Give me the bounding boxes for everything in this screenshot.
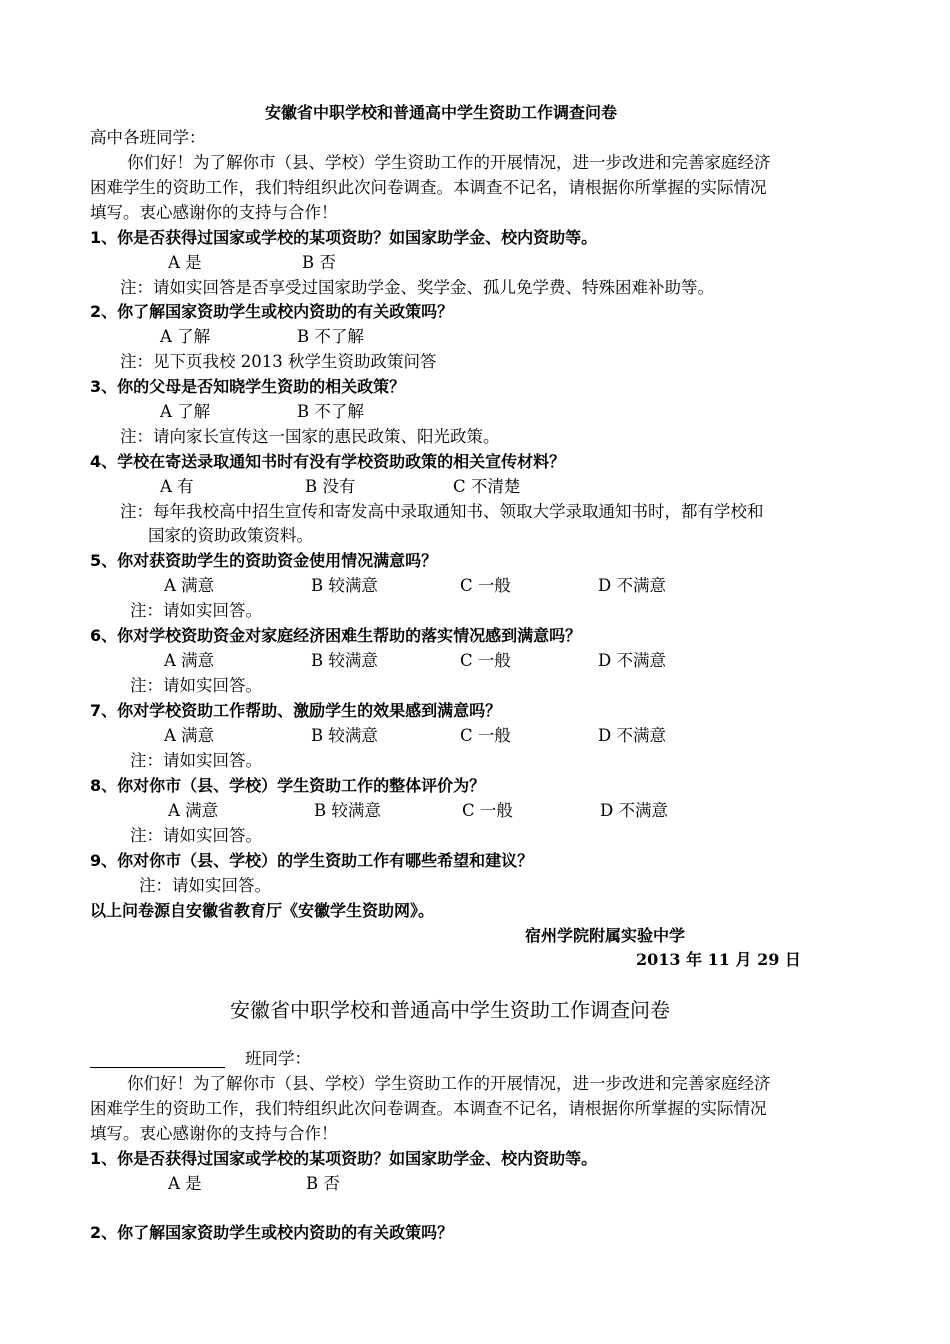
question-3: 3、你的父母是否知晓学生资助的相关政策？ <box>90 377 406 396</box>
option-a: A 是 <box>168 253 202 272</box>
question-8: 8、你对你市（县、学校）学生资助工作的整体评价为？ <box>90 776 486 795</box>
note: 注：请如实回答。 <box>130 826 262 845</box>
option-b: B 较满意 <box>311 651 378 670</box>
note: 注：请如实回答。 <box>130 676 262 695</box>
form-question-2: 2、你了解国家资助学生或校内资助的有关政策吗？ <box>90 1223 454 1242</box>
option-d: D 不满意 <box>598 576 666 595</box>
note: 注：请如实回答。 <box>130 601 262 620</box>
option-c: C 一般 <box>462 801 513 820</box>
option-a: A 有 <box>160 477 194 496</box>
note: 注：请如实回答。 <box>130 751 262 770</box>
option-a: A 满意 <box>164 651 215 670</box>
note: 注：见下页我校 2013 秋学生资助政策问答 <box>120 352 437 371</box>
option-b: B 较满意 <box>311 726 378 745</box>
option-b: B 较满意 <box>314 801 381 820</box>
question-7: 7、你对学校资助工作帮助、激励学生的效果感到满意吗？ <box>90 701 502 720</box>
note: 注：每年我校高中招生宣传和寄发高中录取通知书、领取大学录取通知书时，都有学校和 <box>120 502 764 521</box>
question-2: 2、你了解国家资助学生或校内资助的有关政策吗？ <box>90 302 454 321</box>
option-b: B 没有 <box>305 477 356 496</box>
intro-line: 填写。衷心感谢你的支持与合作！ <box>90 1124 338 1143</box>
source-line: 以上问卷源自安徽省教育厅《安徽学生资助网》。 <box>90 901 435 920</box>
form-title: 安徽省中职学校和普通高中学生资助工作调查问卷 <box>230 998 670 1022</box>
intro-line: 你们好！为了解你市（县、学校）学生资助工作的开展情况，进一步改进和完善家庭经济 <box>127 153 771 172</box>
question-5: 5、你对获资助学生的资助资金使用情况满意吗？ <box>90 551 438 570</box>
class-suffix: 班同学： <box>245 1049 311 1068</box>
option-a: A 了解 <box>160 327 211 346</box>
form-question-1: 1、你是否获得过国家或学校的某项资助？如国家助学金、校内资助等。 <box>90 1149 598 1168</box>
option-a: A 满意 <box>164 576 215 595</box>
option-b: B 否 <box>306 1174 340 1193</box>
class-blank-line[interactable] <box>90 1066 225 1068</box>
option-c: C 不清楚 <box>453 477 521 496</box>
option-b: B 不了解 <box>297 402 364 421</box>
option-b: B 不了解 <box>297 327 364 346</box>
question-4: 4、学校在寄送录取通知书时有没有学校资助政策的相关宣传材料？ <box>90 452 566 471</box>
note: 注：请如实回答。 <box>139 876 271 895</box>
intro-line: 困难学生的资助工作，我们特组织此次问卷调查。本调查不记名，请根据你所掌握的实际情况 <box>90 178 767 197</box>
option-c: C 一般 <box>460 651 511 670</box>
date: 2013 年 11 月 29 日 <box>636 950 801 969</box>
option-a: A 满意 <box>168 801 219 820</box>
note: 国家的资助政策资料。 <box>148 526 313 545</box>
question-6: 6、你对学校资助资金对家庭经济困难生帮助的落实情况感到满意吗？ <box>90 626 582 645</box>
option-c: C 一般 <box>460 726 511 745</box>
option-a: A 了解 <box>160 402 211 421</box>
doc-title: 安徽省中职学校和普通高中学生资助工作调查问卷 <box>265 103 618 122</box>
option-d: D 不满意 <box>598 651 666 670</box>
intro-line: 你们好！为了解你市（县、学校）学生资助工作的开展情况，进一步改进和完善家庭经济 <box>127 1074 771 1093</box>
note: 注：请如实回答是否享受过国家助学金、奖学金、孤儿免学费、特殊困难补助等。 <box>120 278 714 297</box>
option-b: B 较满意 <box>311 576 378 595</box>
option-b: B 否 <box>302 253 336 272</box>
note: 注：请向家长宣传这一国家的惠民政策、阳光政策。 <box>120 427 500 446</box>
greeting: 高中各班同学： <box>90 128 206 147</box>
question-1: 1、你是否获得过国家或学校的某项资助？如国家助学金、校内资助等。 <box>90 228 598 247</box>
option-c: C 一般 <box>460 576 511 595</box>
question-9: 9、你对你市（县、学校）的学生资助工作有哪些希望和建议？ <box>90 851 534 870</box>
option-a: A 满意 <box>164 726 215 745</box>
option-d: D 不满意 <box>600 801 668 820</box>
option-d: D 不满意 <box>598 726 666 745</box>
intro-line: 填写。衷心感谢你的支持与合作！ <box>90 203 338 222</box>
intro-line: 困难学生的资助工作，我们特组织此次问卷调查。本调查不记名，请根据你所掌握的实际情况 <box>90 1099 767 1118</box>
option-a: A 是 <box>168 1174 202 1193</box>
school-name: 宿州学院附属实验中学 <box>525 926 686 945</box>
